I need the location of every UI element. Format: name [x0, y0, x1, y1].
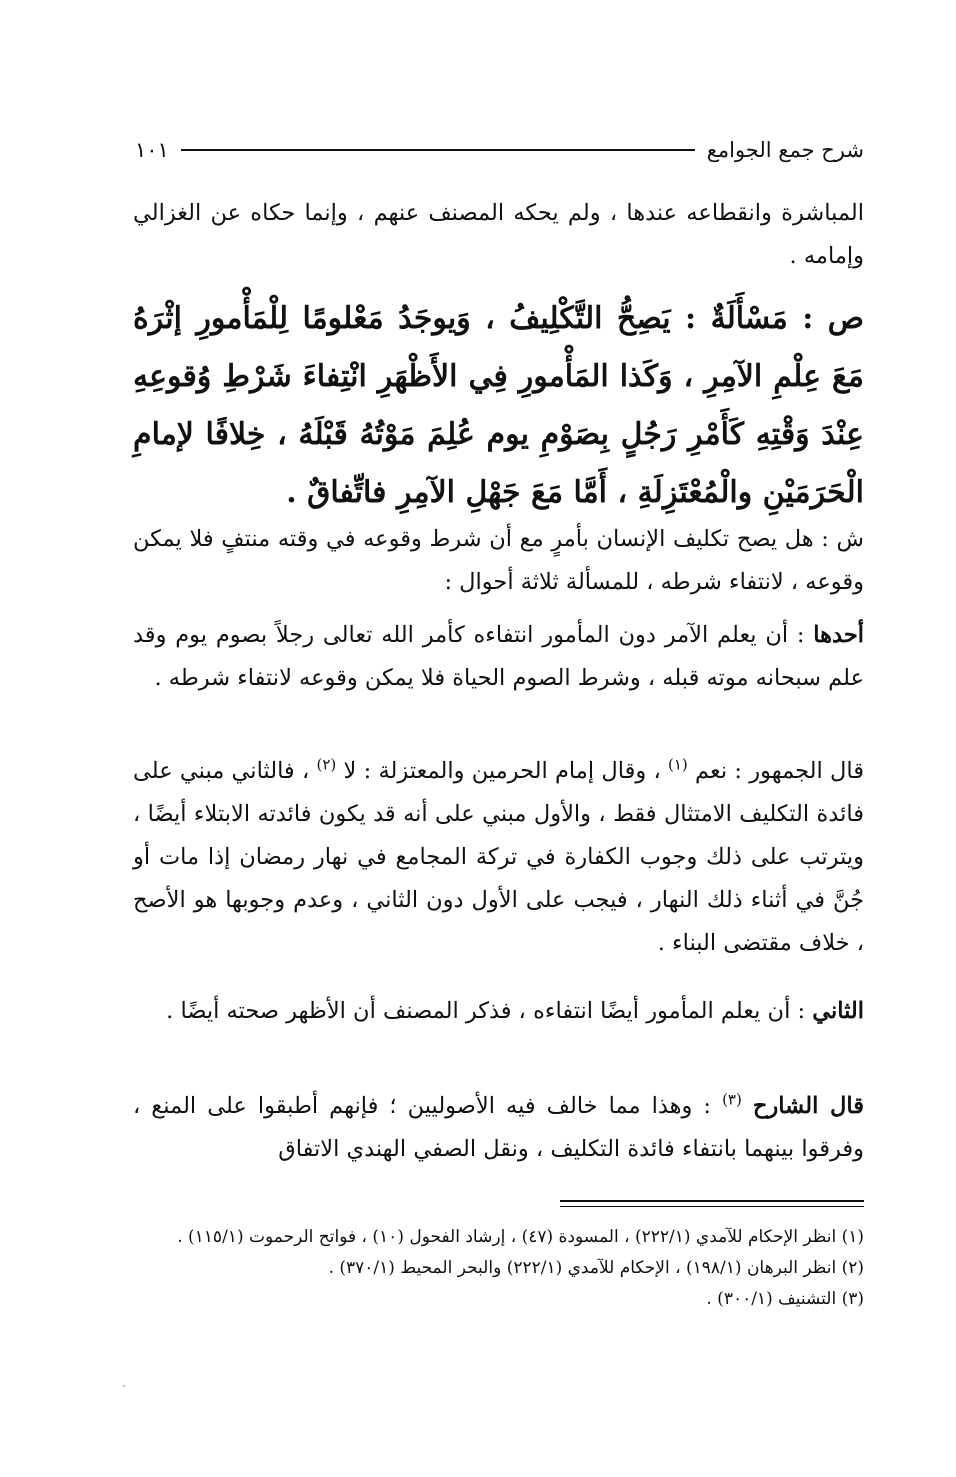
case-two-text: : أن يعلم المأمور أيضًا انتفاءه ، فذكر المصنف أن الأظهر صحته أيضًا . [166, 998, 813, 1024]
jumhur-text-c: ، فالثاني مبني على فائدة التكليف الامتثال فقط ، والأول مبني على أنه قد يكون فائدته الابتلاء أيضًا ، ويترتب على ذلك وجوب الكفارة في تركة المجامع في نهار رمضان إذا مات أو جُنَّ في أثناء ذلك النهار ، فيجب على الأول دون الثاني ، وعدم وجوبها هو الأصح ، خلاف مقتضى البناء . [133, 758, 864, 956]
scan-speck [123, 1385, 125, 1387]
footnote-2: (٢) انظر البرهان (١٩٨/١) ، الإحكام للآمدي (٢٢٢/١) والبحر المحيط (٣٧٠/١) . [328, 1258, 864, 1278]
matn-text: ص : مَسْأَلَةٌ : يَصِحُّ التَّكْلِيفُ ، وَيوجَدُ مَعْلومًا لِلْمَأْمورِ إثْرَهُ مَعَ عِلْمِ الآمِرِ ، وَكَذا المَأْمورِ فِي الأَظْهَرِ انْتِفاءَ شَرْطِ وُقوعِهِ عِنْدَ وَقْتِهِ كَأَمْرِ رَجُلٍ بِصَوْمِ يوم عُلِمَ مَوْتُهُ قَبْلَهُ ، خِلافًا لإمامِ الْحَرَمَيْنِ والْمُعْتَزِلَةِ ، أَمَّا مَعَ جَهْلِ الآمِرِ فاتِّفاقٌ . [133, 301, 864, 510]
page-number: ١٠١ [135, 138, 169, 162]
case-two-paragraph [133, 990, 864, 1033]
footnote-separator [560, 1200, 864, 1207]
footnote-ref-1: (١) [668, 755, 688, 774]
case-one-text: : أن يعلم الآمر دون المأمور انتفاءه كأمر الله تعالى رجلاً بصوم يوم وقد علم سبحانه موته قبله ، وشرط الصوم الحياة فلا يمكن وقوعه لانتفاء شرطه . [133, 622, 864, 691]
sharh-intro: ش : هل يصح تكليف الإنسان بأمرٍ مع أن شرط وقوعه في وقته منتفٍ فلا يمكن وقوعه ، لانتفاء شرطه ، للمسألة ثلاثة أحوال : [133, 526, 864, 595]
header-title: شرح جمع الجوامع [706, 138, 864, 162]
case-two-label: الثاني [812, 998, 864, 1024]
header-rule [181, 149, 695, 151]
footnote-1: (١) انظر الإحكام للآمدي (٢٢٢/١) ، المسودة (٤٧) ، إرشاد الفحول (١٠) ، فواتح الرحموت (١١٥/١) . [177, 1227, 864, 1247]
footnote-ref-2: (٢) [316, 755, 337, 774]
footnote-ref-3: (٣) [722, 1090, 742, 1109]
jumhur-text-a: قال الجمهور : نعم [687, 758, 864, 784]
jumhur-paragraph [133, 750, 864, 965]
sharih-paragraph [133, 1085, 864, 1171]
running-header [135, 132, 864, 168]
sharih-label: قال الشارح [752, 1093, 864, 1119]
paragraph-continuation: المباشرة وانقطاعه عندها ، ولم يحكه المصنف عنهم ، وإنما حكاه عن الغزالي وإمامه . [133, 200, 864, 269]
footnote-3: (٣) التشنيف (٣٠٠/١) . [706, 1289, 864, 1309]
footnotes [133, 1222, 864, 1315]
sharih-text: : وهذا مما خالف فيه الأصوليين ؛ فإنهم أطبقوا على المنع ، وفرقوا بينهما بانتفاء فائدة التكليف ، ونقل الصفي الهندي الاتفاق [133, 1093, 864, 1162]
case-one-label: أحدها [813, 622, 864, 648]
jumhur-text-b: ، وقال إمام الحرمين والمعتزلة : لا [336, 758, 668, 784]
case-one-paragraph [133, 614, 864, 700]
